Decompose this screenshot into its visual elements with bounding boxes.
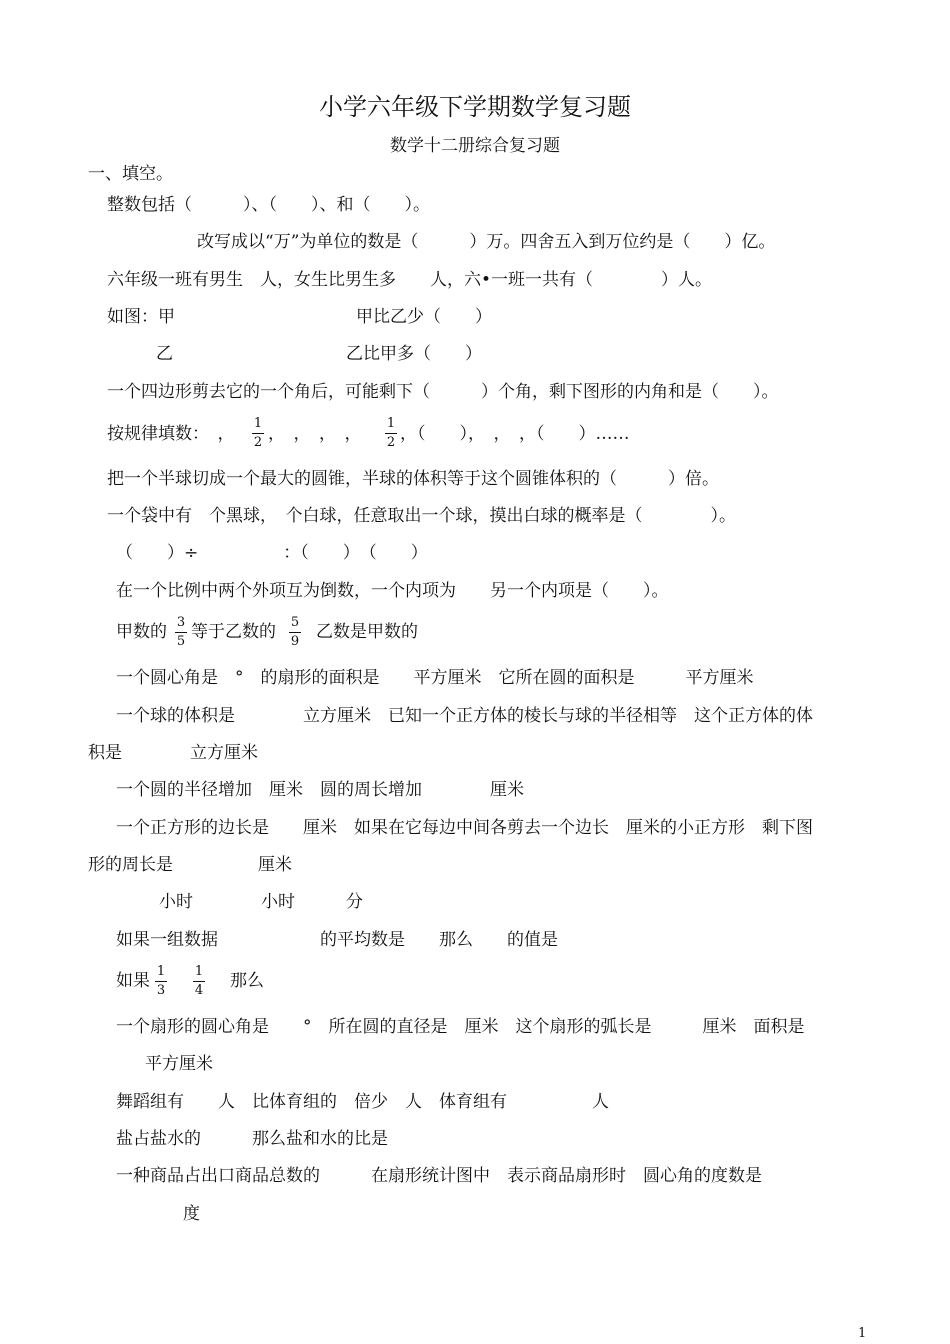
fraction: 1 4	[194, 964, 204, 998]
question-line: 甲比乙少（ ）	[356, 307, 492, 327]
question-line: 小时 小时 分	[159, 892, 363, 912]
question-line: 积是 立方厘米	[88, 743, 258, 763]
question-line: ， ， ， ，	[268, 424, 362, 444]
question-line: 乙数是甲数的	[316, 622, 418, 642]
question-line: 一个圆心角是 ° 的扇形的面积是 平方厘米 它所在圆的面积是 平方厘米	[116, 668, 754, 688]
question-line: 舞蹈组有 人 比体育组的 倍少 人 体育组有 人	[116, 1092, 609, 1112]
question-line: 按规律填数： ，	[107, 424, 235, 444]
question-line: 整数包括（ ）、（ ）、和（ ）。	[107, 195, 430, 215]
fraction: 1 3	[156, 964, 166, 998]
fraction: 1 2	[253, 416, 263, 450]
question-line: 如果	[116, 971, 150, 991]
question-line: 一个正方形的边长是 厘米 如果在它每边中间各剪去一个边长 厘米的小正方形 剩下图	[116, 818, 813, 838]
document-title: 小学六年级下学期数学复习题	[319, 93, 631, 121]
fraction: 3 5	[176, 615, 186, 649]
document-subtitle: 数学十二册综合复习题	[390, 136, 560, 156]
question-line: 形的周长是 厘米	[88, 855, 292, 875]
question-line: 改写成以“万”为单位的数是（ ）万。四舍五入到万位约是（ ）亿。	[197, 232, 776, 252]
question-line: 六年级一班有男生 人，女生比男生多 人，六•一班一共有（ ）人。	[107, 270, 713, 290]
question-line: 一个袋中有 个黑球， 个白球，任意取出一个球，摸出白球的概率是（ ）。	[107, 506, 736, 526]
question-line: 在一个比例中两个外项互为倒数，一个内项为 另一个内项是（ ）。	[116, 581, 669, 601]
question-line: 如图：甲	[107, 307, 175, 327]
question-line: ，（ ）， ， ，（ ）……	[400, 424, 630, 444]
question-line: 一个四边形剪去它的一个角后，可能剩下（ ）个角，剩下图形的内角和是（ ）。	[107, 382, 779, 402]
question-line: 一种商品占出口商品总数的 在扇形统计图中 表示商品扇形时 圆心角的度数是	[116, 1166, 762, 1186]
question-line: 等于乙数的	[191, 622, 276, 642]
question-line: 乙比甲多（ ）	[346, 344, 482, 364]
fraction: 1 2	[386, 416, 396, 450]
question-line: （ ）÷ ：（ ） （ ）	[116, 543, 428, 563]
question-line: 一个球的体积是 立方厘米 已知一个正方体的棱长与球的半径相等 这个正方体的体	[116, 706, 813, 726]
question-line: 把一个半球切成一个最大的圆锥，半球的体积等于这个圆锥体积的（ ）倍。	[107, 469, 719, 489]
question-line: 平方厘米	[145, 1054, 213, 1074]
question-line: 一个扇形的圆心角是 ° 所在圆的直径是 厘米 这个扇形的弧长是 厘米 面积是	[116, 1017, 805, 1037]
question-line: 那么	[230, 971, 264, 991]
fraction: 5 9	[290, 615, 300, 649]
question-line: 盐占盐水的 那么盐和水的比是	[116, 1129, 388, 1149]
question-line: 一个圆的半径增加 厘米 圆的周长增加 厘米	[116, 780, 524, 800]
section-heading: 一、填空。	[88, 164, 173, 184]
question-line: 乙	[156, 344, 173, 364]
page-number: 1	[858, 1326, 867, 1341]
question-line: 甲数的	[116, 622, 167, 642]
question-line: 度	[183, 1204, 200, 1224]
question-line: 如果一组数据 的平均数是 那么 的值是	[116, 930, 558, 950]
